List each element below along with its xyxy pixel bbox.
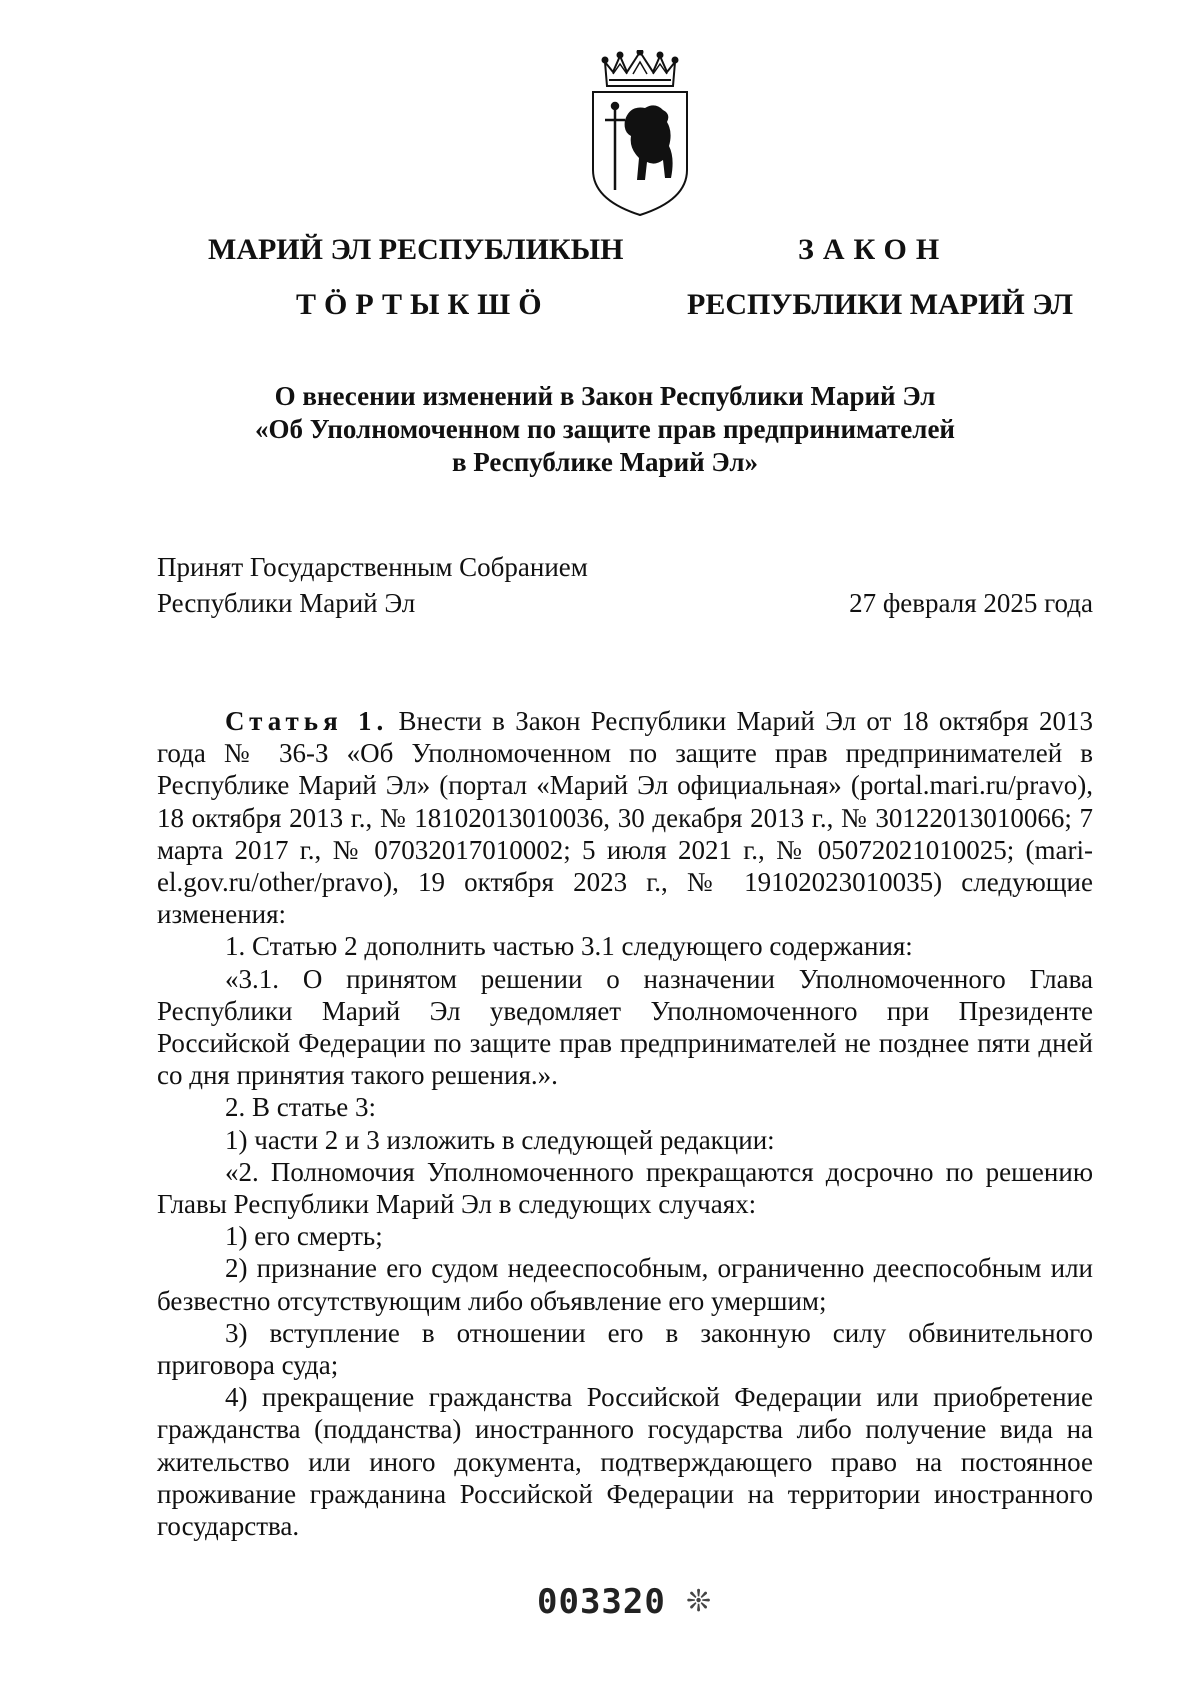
adoption-date: 27 февраля 2025 года [849,588,1093,618]
title-line: О внесении изменений в Закон Республики Марий Эл [274,381,936,411]
amendment-list-item: 1) его смерть; [225,1221,383,1252]
document-title [150,380,1060,479]
article-paragraph [157,705,1093,930]
amendment-list-item: 3) вступление в отношении его в законную силу обвинительного приговора суда; [157,1317,1093,1381]
amendment-list-item: 2) признание его судом недееспособным, ограниченно дееспособным или безвестно отсутствующим либо объявление его умершим; [157,1253,1093,1316]
adoption-line: Республики Марий Эл [157,588,416,618]
amendment-text: «3.1. О принятом решении о назначении Уполномоченного Глава Республики Марий Эл уведомляет Уполномоченного при Президенте Российской Федерации по защите прав предпринимателей не позднее пяти дней со дня принятия такого решения.». [157,963,1093,1091]
amendment-item: 1) части 2 и 3 изложить в следующей редакции: [225,1124,775,1155]
amendment-list-item: 4) прекращение гражданства Российской Федерации или приобретение гражданства (подданства) иностранного государства либо получение вида на жительство или иного документа, подтверждающего право на постоянное проживание гражданина Российской Федерации на территории иностранного государства. [157,1382,1093,1542]
title-line: «Об Уполномоченном по защите прав предпринимателей [255,414,955,444]
title-line: в Республике Марий Эл» [451,447,759,477]
amendment-item: 2. В статье 3: [225,1092,377,1123]
adoption-line: Принят Государственным Собранием [157,552,588,582]
amendment-item: 1. Статью 2 дополнить частью 3.1 следующего содержания: [225,931,913,962]
serial-mark-icon: ❊ [686,1585,712,1618]
adoption-note [157,549,588,621]
document-serial-number: 003320 [537,1582,666,1622]
header-marij-title: МАРИЙ ЭЛ РЕСПУБЛИКЫН [208,233,624,266]
article-text: Внести в Закон Республики Марий Эл от 18 октября 2013 года № 36-З «Об Уполномоченном по защите прав предпринимателей в Республике Марий Эл» (портал «Марий Эл официальная» (portal.mari.ru/pravo), 18 октября 2013 г., № 18102013010036, 30 декабря 2013 г., № 30122013010066; 7 марта 2017 г., № 07032017010002; 5 июля 2021 г., № 05072021010025; (mari-el.gov.ru/other/pravo), 19 октября 2023 г., № 19102023010035) следующие изменения: [157,706,1093,930]
article-heading: Статья 1. [225,706,389,736]
header-republic-title: РЕСПУБЛИКИ МАРИЙ ЭЛ [687,288,1074,321]
amendment-text: «2. Полномочия Уполномоченного прекращаются досрочно по решению Главы Республики Марий Эл в следующих случаях: [157,1156,1093,1220]
header-marij-law-word: ТӦРТЫКШӦ [296,288,550,321]
document-body [157,705,1093,1542]
coat-of-arms-emblem [585,50,695,220]
header-law-word: ЗАКОН [798,233,949,266]
